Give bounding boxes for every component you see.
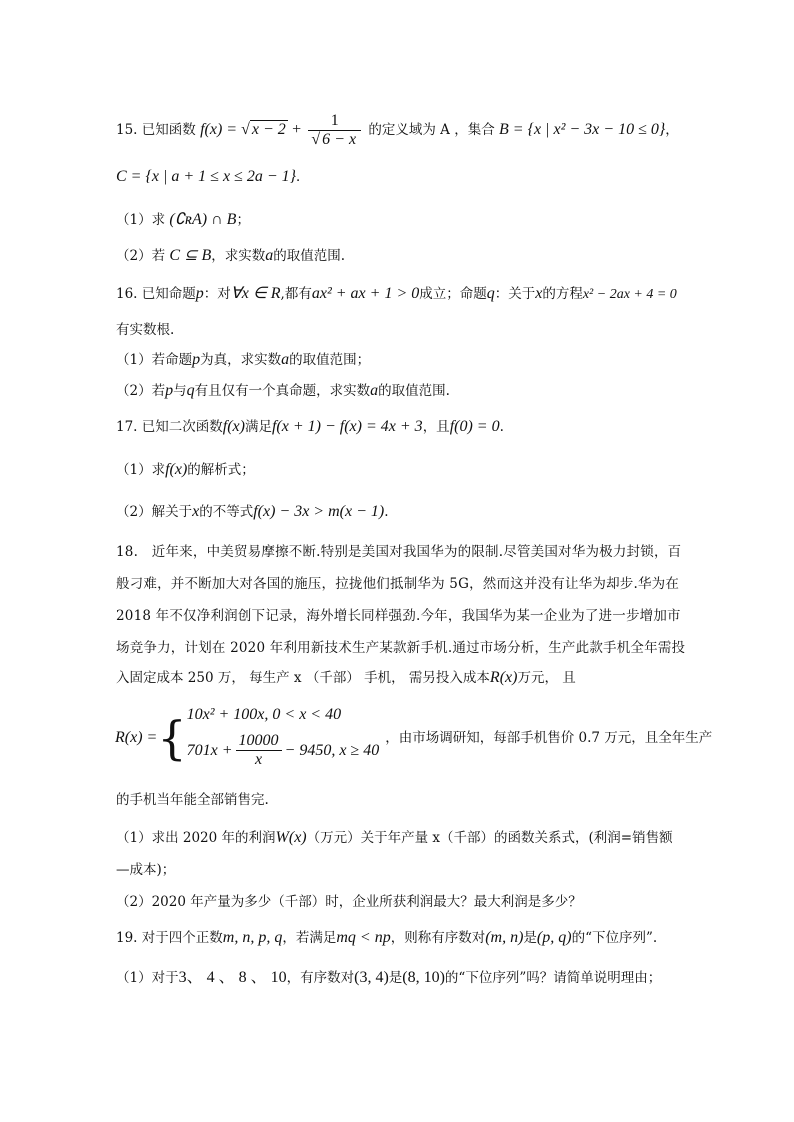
question-number: 17. [116, 419, 138, 435]
left-brace: { [157, 710, 187, 765]
q16-part2: （2）若p与q有且仅有一个真命题，求实数a的取值范围. [116, 382, 450, 399]
complement-expression: (∁ʀA) ∩ B [169, 211, 237, 228]
sqrt-argument: x − 2 [251, 121, 286, 138]
question-number: 15. [116, 122, 138, 138]
q15-set-c: C = {x | a + 1 ≤ x ≤ 2a − 1}． [116, 168, 310, 185]
piecewise-row-1: 10x² + 100x, 0 < x < 40 [186, 706, 342, 723]
q16-stem-2: 有实数根. [116, 322, 175, 338]
q18-part2: （2）2020 年产量为多少（千部）时，企业所获利润最大？最大利润是多少？ [116, 894, 582, 910]
functional-equation: f(x + 1) − f(x) = 4x + 3 [271, 418, 423, 435]
fraction [308, 112, 361, 149]
fraction-denominator: √ 6 − x [311, 131, 357, 148]
q17-part2: （2）解关于x的不等式f(x) − 3x > m(x − 1). [116, 503, 389, 520]
q17-stem: 17. 已知二次函数f(x)满足f(x + 1) − f(x) = 4x + 3，且f(0) = 0. [116, 418, 504, 435]
q19-stem: 19. 对于四个正数m, n, p, q，若满足mq < np，则称有序数对(m, n)是(p, q)的“下位序列”. [116, 929, 658, 946]
q18-part1: （1）求出 2020 年的利润W(x)（万元）关于年产量 x（千部）的函数关系式，(利润=销售额 [116, 829, 673, 846]
plus-sign: + [292, 121, 302, 138]
q15-text: 已知函数 [141, 122, 196, 138]
inequality: f(x) − 3x > m(x − 1) [253, 503, 385, 520]
fraction: $\frac{10000}{x}$ [236, 732, 282, 769]
q18-line-5: 入固定成本 250 万， 每生产 x （千部） 手机， 需另投入成本R(x)万元， 且 [116, 669, 576, 686]
q15-text-2: 的定义域为 A ，集合 [368, 122, 495, 138]
question-number: 19. [116, 930, 138, 946]
q18-line-6: ，由市场调研知，每部手机售价 0.7 万元，且全年生产 [385, 729, 713, 746]
q18-line-4: 场竞争力，计划在 2020 年利用新技术生产某款新手机.通过市场分析，生产此款手机全年需投 [116, 640, 686, 656]
q19-part1: （1）对于3、 4 、 8 、 10，有序数对(3, 4)是(8, 10)的“下位序列”吗？请简单说明理由； [116, 969, 662, 986]
set-c: C = {x | a + 1 ≤ x ≤ 2a − 1} [116, 168, 297, 185]
q18-line-7: 的手机当年能全部销售完. [116, 792, 269, 808]
function-expression: f(x) = [200, 121, 242, 138]
fraction-numerator: 1 [308, 112, 361, 131]
q15-part1: （1）求 (∁ʀA) ∩ B； [116, 211, 250, 228]
q15-stem: 15. 已知函数 f(x) = √ x − 2 + $\frac{1}{√ 6 - x}$ 的定义域为 A ，集合 B = {x | x² − 3x − 10 ≤ 0}， [116, 112, 679, 148]
subset-expression: C ⊆ B [169, 247, 212, 264]
piecewise-row-2: 701x + $\frac{10000}{x}$ − 9450, x ≥ 40 [186, 732, 380, 768]
question-number: 16. [116, 286, 138, 302]
inequality: ax² + ax + 1 > 0 [311, 285, 420, 302]
piecewise-lhs: R(x) = [115, 728, 158, 746]
q16-stem: 16. 已知命题p：对∀x ∈ R,都有ax² + ax + 1 > 0成立；命题q：关于x的方程x² − 2ax + 4 = 0 [116, 285, 677, 302]
set-b: B = {x | x² − 3x − 10 ≤ 0} [499, 121, 666, 138]
q17-part1: （1）求f(x)的解析式； [116, 461, 255, 478]
q15-part2: （2）若 C ⊆ B，求实数a的取值范围. [116, 247, 346, 264]
forall-expression: ∀x ∈ R [230, 285, 281, 302]
q16-part1: （1）若命题p为真，求实数a的取值范围； [116, 351, 371, 368]
q18-line-1: 18. 近年来，中美贸易摩擦不断.特别是美国对我国华为的限制.尽管美国对华为极力封锁，百 [116, 544, 682, 560]
q18-part1-cont: —成本)； [116, 862, 176, 878]
sqrt-expression: √ x − 2 [241, 121, 286, 138]
piecewise-function [115, 706, 712, 769]
piecewise-rows [187, 706, 380, 769]
q18-line-2: 般刁难，并不断加大对各国的施压，拉拢他们抵制华为 5G，然而这并没有让华为却步.华为在 [116, 576, 680, 592]
equation: x² − 2ax + 4 = 0 [582, 287, 677, 302]
q18-line-3: 2018 年不仅净利润创下记录，海外增长同样强劲.今年，我国华为某一企业为了进一步增加市 [116, 608, 681, 624]
